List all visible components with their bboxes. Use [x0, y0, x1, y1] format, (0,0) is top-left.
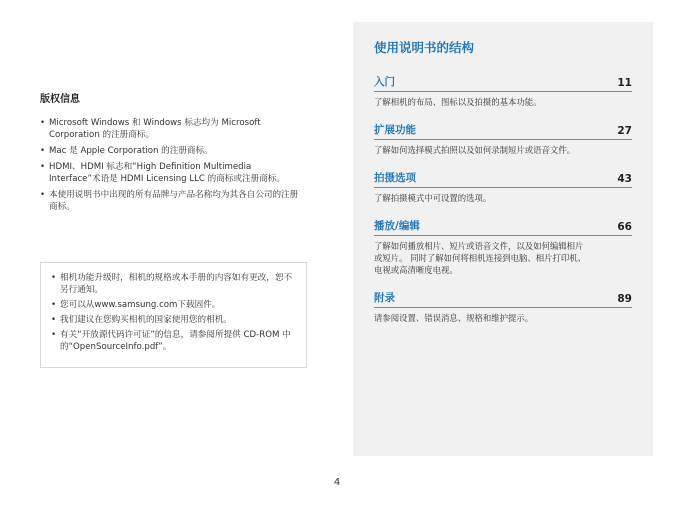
copyright-list	[40, 117, 300, 213]
copyright-title: 版权信息	[40, 94, 80, 105]
notice-box	[40, 262, 307, 368]
toc-entry-header	[374, 290, 632, 308]
toc-entry-name[interactable]: 播放/编辑	[374, 220, 420, 232]
toc-entry-page: 27	[617, 125, 632, 137]
copyright-item: • 本使用说明书中出现的所有品牌与产品名称均为其各自公司的注册商标。	[40, 189, 300, 213]
toc-entry-page: 43	[617, 173, 632, 185]
toc-entry-header	[374, 218, 632, 236]
toc-entry-header	[374, 122, 632, 140]
notice-list	[51, 272, 296, 353]
toc-entry-extended-functions[interactable]	[374, 122, 632, 156]
copyright-item: • Microsoft Windows 和 Windows 标志均为 Microsoft Corporation 的注册商标。	[40, 117, 300, 141]
toc-entry-description: 了解如何播放相片、短片或语音文件，以及如何编辑相片或短片。 同时了解如何将相机连接到电脑、相片打印机、电视或高清晰度电视。	[374, 241, 587, 275]
notice-item: • 我们建议在您购买相机的国家使用您的相机。	[51, 314, 296, 326]
toc-entry-description: 了解相机的布局、图标以及拍摄的基本功能。	[374, 97, 542, 107]
toc-entry-page: 89	[617, 293, 632, 305]
toc-entry-name[interactable]: 入门	[374, 76, 395, 88]
toc-entry-description: 请参阅设置、错误消息、规格和维护提示。	[374, 313, 534, 323]
notice-item: • 您可以从www.samsung.com下载固件。	[51, 299, 296, 311]
toc-title: 使用说明书的结构	[374, 40, 475, 55]
toc-entry-name[interactable]: 拍摄选项	[374, 172, 416, 184]
toc-entry-description: 了解如何选择模式拍照以及如何录制短片或语音文件。	[374, 145, 575, 155]
toc-entry-description: 了解拍摄模式中可设置的选项。	[374, 193, 492, 203]
toc-entry-header	[374, 74, 632, 92]
page-number: 4	[333, 477, 341, 488]
notice-item: • 有关“开放源代码许可证”的信息，请参阅所提供 CD-ROM 中的“OpenSourceInfo.pdf”。	[51, 329, 296, 353]
toc-entry-playback-editing[interactable]	[374, 218, 632, 276]
copyright-item: • Mac 是 Apple Corporation 的注册商标。	[40, 145, 300, 157]
notice-item: • 相机功能升级时，相机的规格或本手册的内容如有更改，恕不另行通知。	[51, 272, 296, 296]
toc-entry-shooting-options[interactable]	[374, 170, 632, 204]
toc-entry-name[interactable]: 附录	[374, 292, 395, 304]
toc-entry-appendix[interactable]	[374, 290, 632, 324]
copyright-item: • HDMI、HDMI 标志和“High Definition Multimedia Interface”术语是 HDMI Licensing LLC 的商标或注册商标。	[40, 161, 300, 185]
toc-entry-page: 11	[617, 77, 632, 89]
toc-entry-header	[374, 170, 632, 188]
toc-entry-name[interactable]: 扩展功能	[374, 124, 416, 136]
toc-entry-page: 66	[617, 221, 632, 233]
copyright-section	[40, 90, 300, 217]
toc-entry-getting-started[interactable]	[374, 74, 632, 108]
toc-panel	[353, 22, 653, 456]
